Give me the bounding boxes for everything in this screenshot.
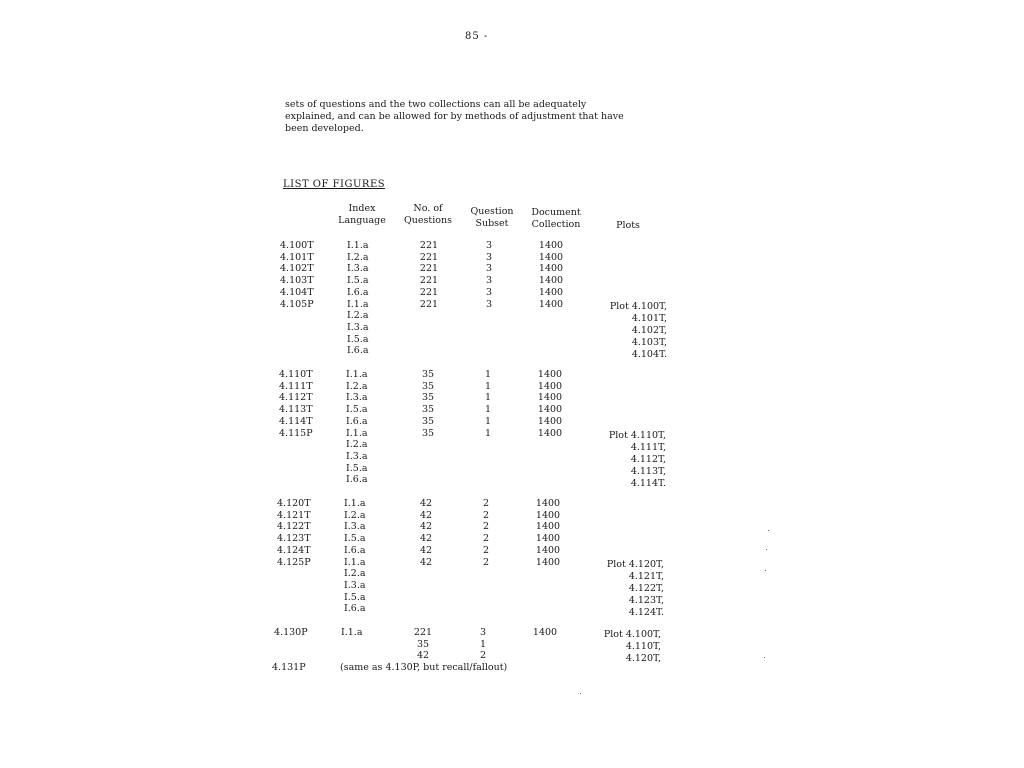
document-collection-cell: 1400 bbox=[537, 392, 563, 404]
document-collection-cell: 1400 bbox=[535, 533, 561, 545]
question-subset-cell: 1 bbox=[479, 638, 487, 650]
index-language-cell: I.2.a bbox=[344, 509, 366, 521]
index-language-cell: I.3.a bbox=[346, 392, 368, 404]
index-language-cell: I.5.a bbox=[346, 462, 368, 474]
figure-id: 4.105P bbox=[280, 298, 314, 310]
index-language-cell: I.3.a bbox=[344, 521, 366, 533]
index-language-cell: I.1.a bbox=[344, 556, 366, 568]
question-subset-cell: 3 bbox=[479, 627, 487, 638]
index-language-cell: I.2.a bbox=[346, 439, 368, 451]
questions-count-cell: 35 bbox=[421, 369, 435, 380]
header-index-language: Index Language bbox=[338, 203, 386, 226]
index-language-cell: I.5.a bbox=[346, 404, 368, 416]
final-row-note: (same as 4.130P, but recall/fallout) bbox=[340, 662, 508, 673]
paragraph-line: sets of questions and the two collections can all be adequately bbox=[285, 99, 587, 110]
index-language-cell: I.5.a bbox=[344, 591, 366, 603]
questions-count-cell: 35 bbox=[421, 404, 435, 416]
plot-reference: Plot 4.100T, bbox=[609, 301, 667, 312]
intro-paragraph bbox=[285, 99, 685, 135]
question-subset-cell: 1 bbox=[484, 415, 492, 427]
question-subset-cell: 2 bbox=[482, 556, 490, 568]
plot-reference: Plot 4.110T, bbox=[608, 430, 666, 441]
index-language-cell: I.1.a bbox=[341, 627, 363, 638]
plot-reference: Plot 4.120T, bbox=[606, 559, 664, 570]
plot-reference: 4.121T, bbox=[628, 571, 664, 582]
index-language-cell: I.5.a bbox=[347, 333, 369, 345]
figure-id: 4.103T bbox=[280, 275, 314, 287]
question-subset-cell: 2 bbox=[482, 498, 490, 509]
questions-count-cell: 35 bbox=[421, 427, 435, 439]
figure-id: 4.112T bbox=[279, 392, 313, 404]
figure-id: 4.125P bbox=[277, 556, 311, 568]
document-collection-cell: 1400 bbox=[537, 369, 563, 380]
questions-count-cell: 42 bbox=[419, 544, 433, 556]
index-language-cell: I.6.a bbox=[344, 603, 366, 615]
questions-count-cell: 42 bbox=[416, 650, 430, 662]
questions-count-cell: 221 bbox=[419, 240, 439, 251]
document-collection-cell: 1400 bbox=[538, 240, 564, 251]
plot-reference: Plot 4.100T, bbox=[603, 629, 661, 640]
plot-reference: 4.101T, bbox=[631, 313, 667, 324]
document-collection-cell: 1400 bbox=[535, 556, 561, 568]
index-language-cell: I.6.a bbox=[346, 474, 368, 486]
questions-count-cell: 35 bbox=[421, 380, 435, 392]
index-language-cell: I.2.a bbox=[344, 568, 366, 580]
questions-count-cell: 42 bbox=[419, 509, 433, 521]
index-language-cell: I.6.a bbox=[344, 544, 366, 556]
figure-id: 4.131P bbox=[272, 662, 306, 673]
index-language-cell: I.3.a bbox=[346, 450, 368, 462]
question-subset-cell: 3 bbox=[485, 251, 493, 263]
index-language-cell: I.2.a bbox=[347, 310, 369, 322]
document-collection-cell: 1400 bbox=[537, 380, 563, 392]
figure-id: 4.120T bbox=[277, 498, 311, 509]
index-language-cell: I.5.a bbox=[344, 533, 366, 545]
index-language-cell: I.3.a bbox=[347, 321, 369, 333]
document-collection-cell: 1400 bbox=[537, 415, 563, 427]
plot-reference: 4.114T. bbox=[630, 478, 666, 489]
figure-id: 4.115P bbox=[279, 427, 313, 439]
scan-speck bbox=[766, 549, 767, 550]
header-no-questions: No. of Questions bbox=[404, 203, 452, 226]
index-language-cell: I.3.a bbox=[344, 579, 366, 591]
index-language-cell: I.6.a bbox=[346, 415, 368, 427]
figure-id: 4.113T bbox=[279, 404, 313, 416]
document-collection-cell: 1400 bbox=[537, 404, 563, 416]
questions-count-cell: 42 bbox=[419, 498, 433, 509]
question-subset-cell: 1 bbox=[484, 392, 492, 404]
paragraph-line: explained, and can be allowed for by methods of adjustment that have bbox=[285, 111, 624, 122]
index-language-cell: I.6.a bbox=[347, 286, 369, 298]
questions-count-cell: 35 bbox=[421, 392, 435, 404]
document-collection-cell: 1400 bbox=[537, 427, 563, 439]
questions-count-cell: 221 bbox=[413, 627, 433, 638]
question-subset-cell: 3 bbox=[485, 286, 493, 298]
question-subset-cell: 2 bbox=[479, 650, 487, 662]
index-language-cell: I.1.a bbox=[347, 240, 369, 251]
plot-reference: 4.104T. bbox=[631, 349, 667, 360]
header-question-subset: Question Subset bbox=[470, 206, 514, 229]
document-collection-cell: 1400 bbox=[538, 251, 564, 263]
question-subset-cell: 2 bbox=[482, 521, 490, 533]
question-subset-cell: 2 bbox=[482, 544, 490, 556]
questions-count-cell: 221 bbox=[419, 298, 439, 310]
index-language-cell: I.2.a bbox=[346, 380, 368, 392]
document-collection-cell: 1400 bbox=[535, 498, 561, 509]
question-subset-cell: 3 bbox=[485, 240, 493, 251]
question-subset-cell: 1 bbox=[484, 380, 492, 392]
document-collection-cell: 1400 bbox=[535, 509, 561, 521]
questions-count-cell: 42 bbox=[419, 533, 433, 545]
figure-id: 4.122T bbox=[277, 521, 311, 533]
figure-id: 4.121T bbox=[277, 509, 311, 521]
index-language-cell: I.1.a bbox=[346, 369, 368, 380]
plot-reference: 4.123T, bbox=[628, 595, 664, 606]
index-language-cell: I.3.a bbox=[347, 263, 369, 275]
document-collection-cell: 1400 bbox=[535, 521, 561, 533]
header-document-collection: Document Collection bbox=[531, 207, 581, 230]
question-subset-cell: 1 bbox=[484, 369, 492, 380]
plot-reference: 4.120T, bbox=[625, 653, 661, 664]
question-subset-cell: 3 bbox=[485, 275, 493, 287]
plot-reference: 4.113T, bbox=[630, 466, 666, 477]
document-collection-cell: 1400 bbox=[538, 263, 564, 275]
figure-id: 4.114T bbox=[279, 415, 313, 427]
questions-count-cell: 42 bbox=[419, 556, 433, 568]
scan-speck bbox=[768, 530, 769, 531]
scan-speck bbox=[765, 570, 766, 571]
header-plots: Plots bbox=[616, 220, 640, 231]
index-language-cell: I.1.a bbox=[346, 427, 368, 439]
question-subset-cell: 3 bbox=[485, 263, 493, 275]
document-collection-cell: 1400 bbox=[538, 286, 564, 298]
question-subset-cell: 1 bbox=[484, 404, 492, 416]
index-language-cell: I.2.a bbox=[347, 251, 369, 263]
scan-speck bbox=[580, 693, 581, 694]
page-number: 85 - bbox=[465, 31, 489, 42]
questions-count-cell: 42 bbox=[419, 521, 433, 533]
questions-count-cell: 221 bbox=[419, 275, 439, 287]
question-subset-cell: 1 bbox=[484, 427, 492, 439]
questions-count-cell: 221 bbox=[419, 251, 439, 263]
list-of-figures-heading: LIST OF FIGURES bbox=[283, 179, 386, 190]
index-language-cell: I.1.a bbox=[344, 498, 366, 509]
document-collection-cell: 1400 bbox=[538, 275, 564, 287]
questions-count-cell: 35 bbox=[416, 638, 430, 650]
document-collection-cell: 1400 bbox=[532, 627, 558, 638]
plot-reference: 4.110T, bbox=[625, 641, 661, 652]
figure-id: 4.123T bbox=[277, 533, 311, 545]
question-subset-cell: 3 bbox=[485, 298, 493, 310]
plot-reference: 4.124T. bbox=[628, 607, 664, 618]
plot-reference: 4.111T, bbox=[630, 442, 666, 453]
figure-id: 4.111T bbox=[279, 380, 313, 392]
figure-id: 4.100T bbox=[280, 240, 314, 251]
plot-reference: 4.103T, bbox=[631, 337, 667, 348]
figure-id: 4.124T bbox=[277, 544, 311, 556]
questions-count-cell: 221 bbox=[419, 263, 439, 275]
figure-id: 4.130P bbox=[274, 627, 308, 638]
figure-id: 4.102T bbox=[280, 263, 314, 275]
plot-reference: 4.122T, bbox=[628, 583, 664, 594]
questions-count-cell: 221 bbox=[419, 286, 439, 298]
paragraph-line: been developed. bbox=[285, 123, 364, 134]
index-language-cell: I.1.a bbox=[347, 298, 369, 310]
figure-id: 4.110T bbox=[279, 369, 313, 380]
question-subset-cell: 2 bbox=[482, 509, 490, 521]
plot-reference: 4.102T, bbox=[631, 325, 667, 336]
question-subset-cell: 2 bbox=[482, 533, 490, 545]
plot-reference: 4.112T, bbox=[630, 454, 666, 465]
index-language-cell: I.6.a bbox=[347, 345, 369, 357]
document-collection-cell: 1400 bbox=[535, 544, 561, 556]
figure-id: 4.104T bbox=[280, 286, 314, 298]
figure-id: 4.101T bbox=[280, 251, 314, 263]
scan-speck bbox=[764, 657, 765, 658]
document-collection-cell: 1400 bbox=[538, 298, 564, 310]
questions-count-cell: 35 bbox=[421, 415, 435, 427]
index-language-cell: I.5.a bbox=[347, 275, 369, 287]
